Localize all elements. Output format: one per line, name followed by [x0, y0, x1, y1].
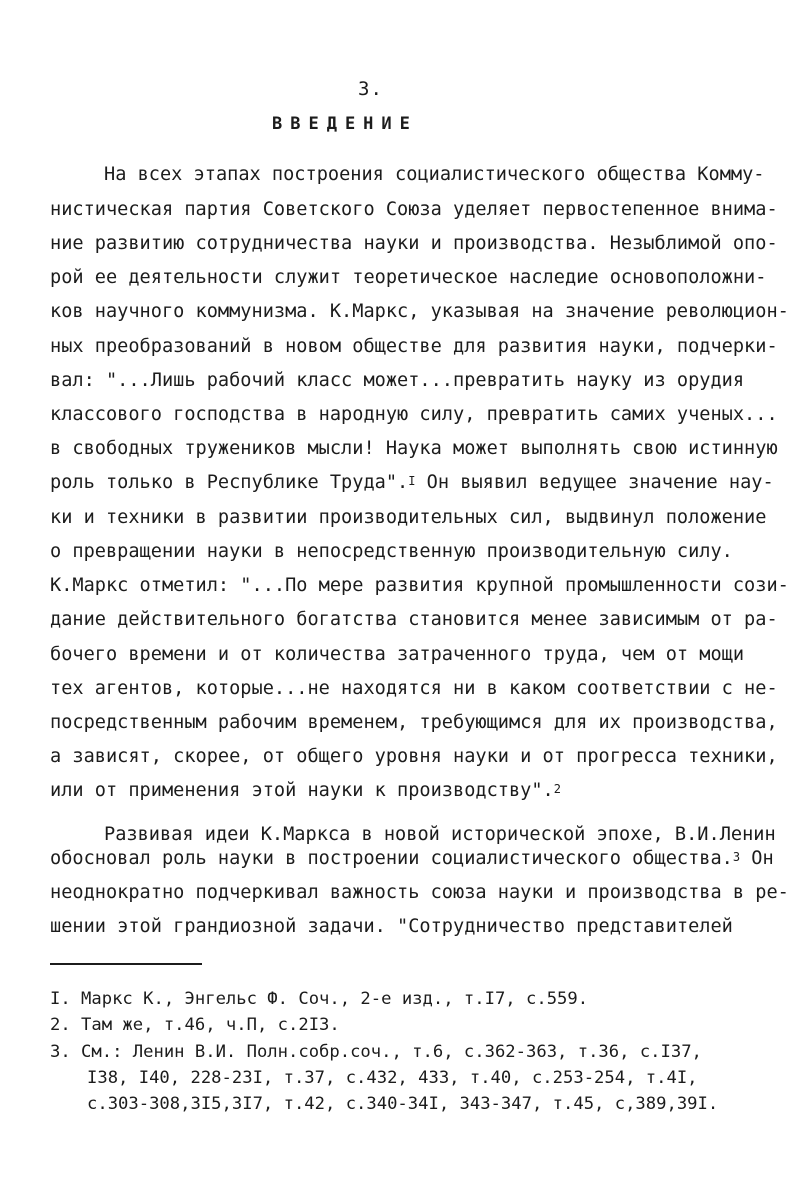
body-line: бочего времени и от количества затраченного труда, чем от мощи: [50, 644, 745, 665]
body-line: [50, 782, 561, 801]
body-line: шении этой грандиозной задачи. "Сотрудничество представителей: [50, 916, 733, 937]
body-line: о превращении науки в непосредственную производительную силу.: [50, 541, 733, 562]
page-number: 3.: [358, 78, 383, 100]
footnote-continuation: I38, I40, 228-23I, т.37, с.432, 433, т.40, с.253-254, т.4I,: [87, 1068, 698, 1088]
body-line: ние развитию сотрудничества науки и производства. Незыблимой опо-: [50, 233, 778, 254]
body-line: классового господства в народную силу, превратить самих ученых...: [50, 404, 778, 425]
body-line: ки и техники в развитии производительных сил, выдвинул положение: [50, 507, 767, 528]
body-line: К.Маркс отметил: "...По мере развития крупной промышленности сози-: [50, 575, 789, 596]
footnote-ref-1: I: [408, 474, 416, 488]
body-line: вал: "...Лишь рабочий класс может...превратить науку из орудия: [50, 370, 745, 391]
body-line: Развивая идеи К.Маркса в новой исторической эпохе, В.И.Ленин: [104, 824, 776, 845]
body-line: рой ее деятельности служит теоретическое наследие основоположни-: [50, 267, 767, 288]
body-line: в свободных тружеников мысли! Наука может выполнять свою истинную: [50, 438, 778, 459]
body-line: нистическая партия Советского Союза уделяет первостепенное внима-: [50, 199, 778, 220]
body-line: тех агентов, которые...не находятся ни в каком соответствии с не-: [50, 678, 778, 699]
footnote-ref-2: 2: [553, 782, 561, 796]
body-line-tail: Он выявил ведущее значение нау-: [415, 472, 774, 493]
footnote: 2. Там же, т.46, ч.П, с.2I3.: [50, 1015, 340, 1035]
body-line: ков научного коммунизма. К.Маркс, указывая на значение революцион-: [50, 301, 789, 322]
footnote: I. Маркс К., Энгельс Ф. Соч., 2-е изд., т.I7, с.559.: [50, 989, 589, 1009]
footnote-continuation: с.303-308,3I5,3I7, т.42, с.340-34I, 343-347, т.45, с,389,39I.: [87, 1094, 719, 1114]
body-line: дание действительного богатства становится менее зависимым от ра-: [50, 609, 778, 630]
body-line-text: роль только в Республике Труда".: [50, 472, 409, 493]
body-line: На всех этапах построения социалистического общества Комму-: [104, 164, 765, 185]
body-line: посредственным рабочим временем, требующимся для их производства,: [50, 712, 778, 733]
body-line: [50, 850, 774, 869]
body-line-tail: Он: [740, 848, 774, 869]
body-line: ных преобразований в новом обществе для развития науки, подчерки-: [50, 336, 778, 357]
body-line: [50, 474, 774, 493]
body-line-text: обосновал роль науки в построении социалистического общества.: [50, 848, 733, 869]
footnote: 3. См.: Ленин В.И. Полн.собр.соч., т.6, с.362-363, т.36, с.I37,: [50, 1042, 702, 1062]
body-line-text: или от применения этой науки к производству".: [50, 780, 554, 801]
body-line: неоднократно подчеркивал важность союза науки и производства в ре-: [50, 882, 789, 903]
footnote-divider: [50, 963, 202, 965]
body-line: а зависят, скорее, от общего уровня науки и от прогресса техники,: [50, 746, 778, 767]
section-heading: ВВЕДЕНИЕ: [272, 114, 418, 134]
footnote-ref-3: 3: [732, 850, 741, 864]
